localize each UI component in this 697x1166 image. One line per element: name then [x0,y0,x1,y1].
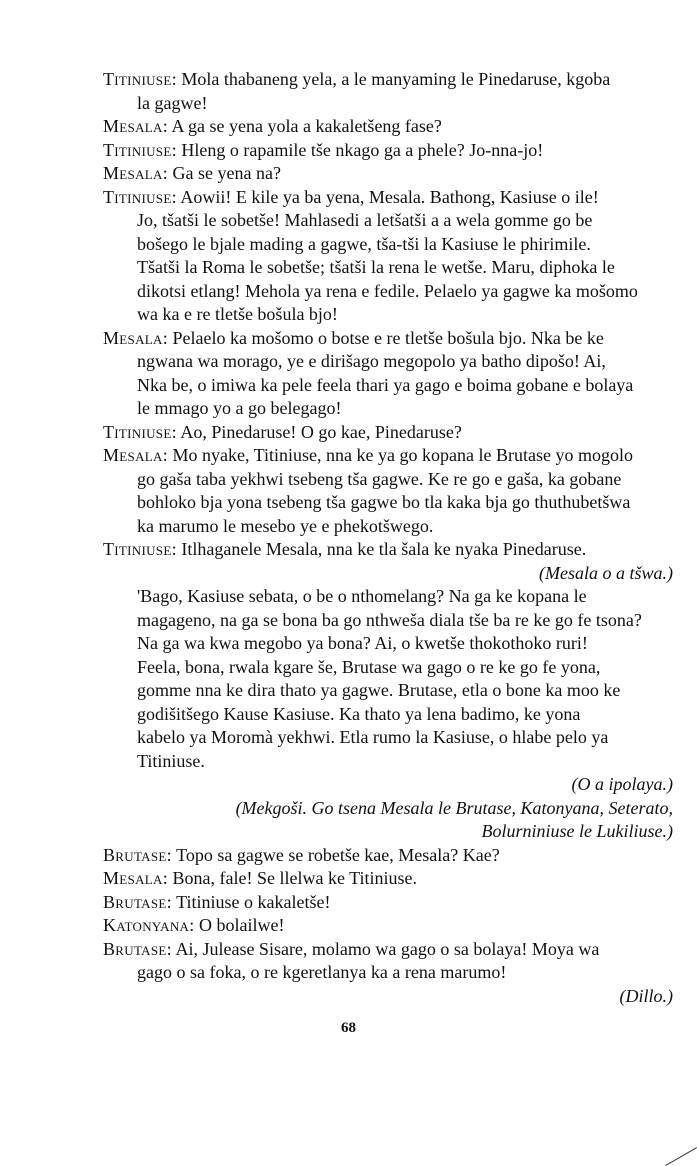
speaker-name: Brutase: [103,891,172,912]
speech-line: Nka be, o imiwa ka pele feela thari ya gago e boima gobane e bolaya [137,374,634,395]
speech-brutase-1 [103,844,673,868]
stage-direction: (Mekgoši. Go tsena Mesala le Brutase, Katonyana, Seterato, [235,797,673,818]
monologue-line: godišitšego Kause Kasiuse. Ka thato ya lena badimo, ke yona [137,703,581,724]
speech-line: Ga se yena na? [172,163,281,183]
speaker-name: Titiniuse: [103,69,177,89]
speech-titiniuse-2 [103,139,673,163]
speech-line: Itlhaganele Mesala, nna ke tla šala ke nyaka Pinedaruse. [181,539,587,559]
speaker-name: Titiniuse: [103,539,177,559]
stage-direction: (O a ipolaya.) [571,774,673,794]
speech-line: Ao, Pinedaruse! O go kae, Pinedaruse? [180,421,462,442]
speech-line: ka marumo le mesebo ye e phekotšwego. [137,515,434,536]
speaker-name: Brutase: [103,844,172,865]
monologue-line: gomme nna ke dira thato ya gagwe. Brutase, etla o bone ka moo ke [137,680,621,700]
speech-line: dikotsi etlang! Mehola ya rena e fedile. Pelaelo ya gagwe ka mošomo [137,280,638,301]
speech-line: Pelaelo ka mošomo o botse e re tletše bošula bjo. Nka be ke [172,327,604,348]
speech-titiniuse-3 [103,186,673,327]
monologue-line: Na ga wa kwa megobo ya bona? Ai, o kwetše thokothoko ruri! [137,633,588,653]
speech-mesala-5 [103,867,673,891]
speech-brutase-3 [103,938,673,985]
speaker-name: Mesala: [103,327,168,348]
speech-line: Bona, fale! Se llelwa ke Titiniuse. [172,868,417,888]
speech-line: bohloko bja yona tsebeng tša gagwe bo tla kaka bja go thuthubetšwa [137,492,631,512]
speech-mesala-3 [103,327,673,421]
speech-titiniuse-5 [103,538,673,562]
corner-mark [665,1147,697,1166]
speaker-name: Katonyana: [103,915,195,935]
speech-line: gago o sa foka, o re kgeretlanya ka a rena marumo! [137,962,507,982]
speech-line: wa ka e re tletše bošula bjo! [137,304,338,324]
speaker-name: Mesala: [103,445,168,465]
speech-line: Mola thabaneng yela, a le manyaming le Pinedaruse, kgoba [181,69,611,89]
speech-line: O bolailwe! [199,915,285,935]
page-number: 68 [341,1020,356,1036]
speech-mesala-1 [103,115,673,139]
speech-mesala-4 [103,444,673,538]
speech-line: Titiniuse o kakaletše! [176,891,331,912]
speech-mesala-2 [103,162,673,186]
stage-direction: (Mesala o a tšwa.) [539,562,673,583]
speech-line: Jo, tšatši le sobetše! Mahlasedi a letšatši a a wela gomme go be [137,210,593,230]
speech-brutase-2 [103,891,673,915]
speaker-name: Titiniuse: [103,139,177,160]
speaker-name: Mesala: [103,116,168,136]
speaker-name: Brutase: [103,938,172,959]
monologue [103,585,673,773]
speech-line: ngwana wa morago, ye e dirišago megopolo ya batho dipošo! Ai, [137,351,606,371]
speech-line: Tšatši la Roma le sobetše; tšatši la rena le wetše. Maru, diphoka le [137,257,615,277]
speech-titiniuse-4 [103,421,673,445]
speech-line: bošego le bjale mading a gagwe, tša-tši la Kasiuse le phirimile. [137,233,591,254]
monologue-line: Titiniuse. [137,750,205,771]
monologue-line: kabelo ya Moromà yekhwi. Etla rumo la Kasiuse, o hlabe pelo ya [137,727,609,747]
speech-line: le mmago yo a go belegago! [137,398,342,418]
stage-direction: (Dillo.) [619,985,673,1006]
speech-line: Hleng o rapamile tše nkago ga a phele? Jo-nna-jo! [181,139,544,160]
speech-line: Aowii! E kile ya ba yena, Mesala. Bathong, Kasiuse o ile! [180,186,599,207]
speech-line: Ai, Julease Sisare, molamo wa gago o sa bolaya! Moya wa [175,938,600,959]
speaker-name: Titiniuse: [103,186,177,207]
stage-direction: Bolurniniuse le Lukiliuse.) [481,821,673,841]
monologue-line: magageno, na ga se bona ba go nthweša diala tše ba re ke go fe tsona? [137,609,642,630]
speech-line: A ga se yena yola a kakaletšeng fase? [171,116,442,136]
speech-line: la gagwe! [137,92,208,113]
speaker-name: Mesala: [103,868,168,888]
monologue-line: 'Bago, Kasiuse sebata, o be o nthomelang? Na ga ke kopana le [137,586,587,606]
speaker-name: Mesala: [103,163,168,183]
monologue-line: Feela, bona, rwala kgare še, Brutase wa gago o re ke go fe yona, [137,656,601,677]
speech-line: go gaša taba yekhwi tsebeng tša gagwe. Ke re go e gaša, ka gobane [137,468,622,489]
speaker-name: Titiniuse: [103,421,177,442]
speech-line: Mo nyake, Titiniuse, nna ke ya go kopana le Brutase yo mogolo [172,445,633,465]
speech-line: Topo sa gagwe se robetše kae, Mesala? Kae? [176,844,500,865]
speech-katonyana-1 [103,914,673,938]
page-body [103,68,673,1008]
speech-titiniuse-1 [103,68,673,115]
